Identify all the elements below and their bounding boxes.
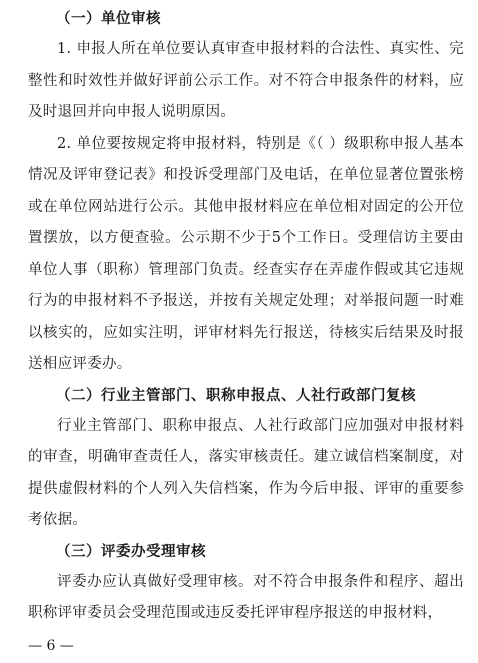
document-body bbox=[28, 4, 464, 630]
section-2-paragraph-1: 行业主管部门、职称申报点、人社行政部门应加强对申报材料的审查，明确审查责任人，落实审核责任。建立诚信档案制度，对提供虚假材料的个人列入失信档案，作为今后申报、评审的重要参考依据。 bbox=[28, 417, 464, 528]
page-number: — 6 — bbox=[28, 638, 74, 654]
section-heading-2: （二）行业主管部门、职称申报点、人社行政部门复核 bbox=[56, 387, 416, 404]
section-heading-1: （一）单位审核 bbox=[56, 11, 161, 27]
section-heading-3: （三）评委办受理审核 bbox=[56, 543, 206, 560]
section-1-paragraph-1: 1. 申报人所在单位要认真审查申报材料的合法性、真实性、完整性和时效性并做好评前公示工作。对不符合申报条件的材料，应及时退回并向申报人说明原因。 bbox=[28, 41, 464, 120]
section-3-paragraph-1: 评委办应认真做好受理审核。对不符合申报条件和程序、超出职称评审委员会受理范围或违反委托评审程序报送的申报材料， bbox=[28, 573, 464, 621]
section-1-paragraph-2: 2. 单位要按规定将申报材料，特别是《（ ）级职称申报人基本情况及评审登记表》和投诉受理部门及电话，在单位显著位置张榜或在单位网站进行公示。其他申报材料应在单位相对固定的公开位置摆放，以方便查验。公示期不少于5个工作日。受理信访主要由单位人事（职称）管理部门负责。经查实存在弄虚作假或其它违规行为的申报材料不予报送，并按有关规定处理；对举报问题一时难以核实的，应如实注明，评审材料先行报送，待核实后结果及时报送相应评委办。 bbox=[28, 135, 464, 372]
